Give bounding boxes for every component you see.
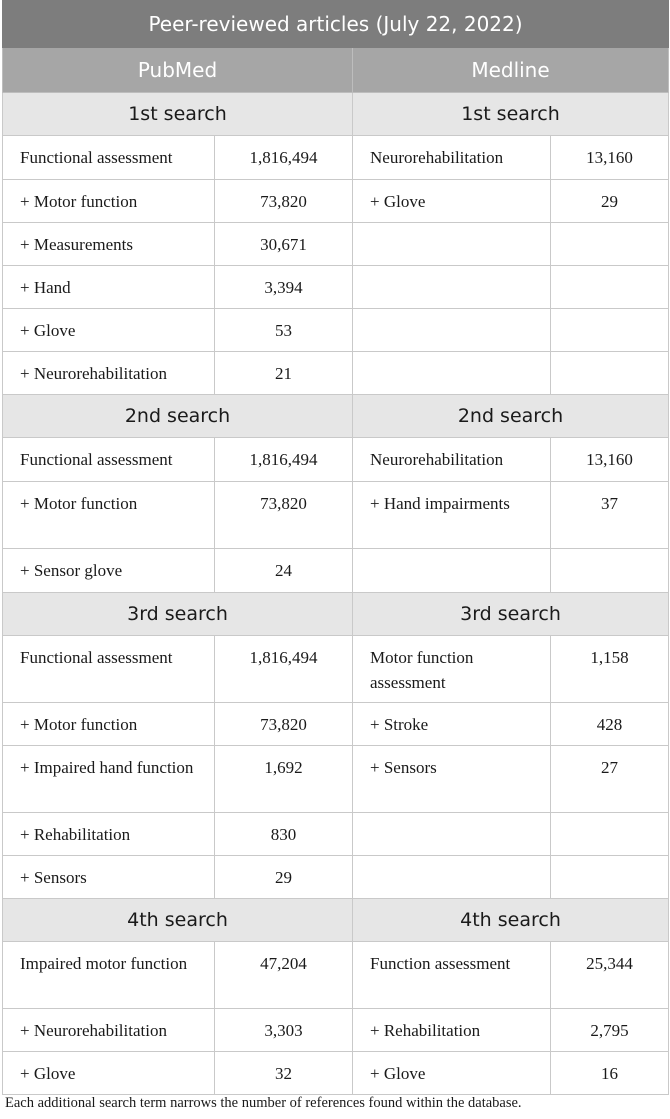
pubmed-count: 73,820 bbox=[215, 703, 353, 746]
medline-term: Function assessment bbox=[353, 942, 551, 1009]
table-row bbox=[3, 309, 669, 352]
pubmed-term: + Glove bbox=[3, 309, 215, 352]
medline-count: 37 bbox=[551, 482, 669, 549]
search-header-row bbox=[3, 593, 669, 636]
pubmed-count: 30,671 bbox=[215, 223, 353, 266]
search-header-row bbox=[3, 899, 669, 942]
medline-term: + Rehabilitation bbox=[353, 1009, 551, 1052]
search-header-row bbox=[3, 93, 669, 136]
pubmed-count: 32 bbox=[215, 1052, 353, 1095]
medline-term: + Sensors bbox=[353, 746, 551, 813]
pubmed-header: PubMed bbox=[3, 48, 353, 93]
medline-search-label: 1st search bbox=[353, 93, 669, 136]
pubmed-count: 73,820 bbox=[215, 482, 353, 549]
table-title: Peer-reviewed articles (July 22, 2022) bbox=[3, 1, 669, 48]
medline-term: + Stroke bbox=[353, 703, 551, 746]
table-row bbox=[3, 352, 669, 395]
medline-term bbox=[353, 856, 551, 899]
medline-search-label: 3rd search bbox=[353, 593, 669, 636]
pubmed-count: 1,816,494 bbox=[215, 438, 353, 482]
medline-term: Neurorehabilitation bbox=[353, 438, 551, 482]
table-row bbox=[3, 482, 669, 549]
database-header-row bbox=[3, 48, 669, 93]
pubmed-term: Functional assessment bbox=[3, 438, 215, 482]
medline-term: + Hand impairments bbox=[353, 482, 551, 549]
table-row bbox=[3, 549, 669, 593]
medline-count: 2,795 bbox=[551, 1009, 669, 1052]
table-row bbox=[3, 136, 669, 180]
medline-count bbox=[551, 549, 669, 593]
medline-count: 13,160 bbox=[551, 136, 669, 180]
pubmed-count: 73,820 bbox=[215, 180, 353, 223]
medline-term bbox=[353, 309, 551, 352]
pubmed-count: 1,816,494 bbox=[215, 636, 353, 703]
table-row bbox=[3, 1052, 669, 1095]
table-row bbox=[3, 746, 669, 813]
medline-term bbox=[353, 223, 551, 266]
medline-term bbox=[353, 813, 551, 856]
medline-term bbox=[353, 549, 551, 593]
pubmed-count: 53 bbox=[215, 309, 353, 352]
medline-term: Motor function assessment bbox=[353, 636, 551, 703]
pubmed-search-label: 4th search bbox=[3, 899, 353, 942]
medline-search-label: 2nd search bbox=[353, 395, 669, 438]
medline-count bbox=[551, 813, 669, 856]
medline-term bbox=[353, 352, 551, 395]
pubmed-term: + Sensor glove bbox=[3, 549, 215, 593]
medline-count bbox=[551, 856, 669, 899]
pubmed-count: 1,816,494 bbox=[215, 136, 353, 180]
medline-count bbox=[551, 266, 669, 309]
pubmed-term: + Impaired hand function bbox=[3, 746, 215, 813]
medline-search-label: 4th search bbox=[353, 899, 669, 942]
table-footnote: Each additional search term narrows the number of references found within the database. bbox=[5, 1095, 522, 1111]
search-header-row bbox=[3, 395, 669, 438]
pubmed-count: 29 bbox=[215, 856, 353, 899]
pubmed-term: + Neurorehabilitation bbox=[3, 1009, 215, 1052]
pubmed-term: Impaired motor function bbox=[3, 942, 215, 1009]
pubmed-count: 47,204 bbox=[215, 942, 353, 1009]
pubmed-count: 21 bbox=[215, 352, 353, 395]
pubmed-search-label: 1st search bbox=[3, 93, 353, 136]
table-row bbox=[3, 703, 669, 746]
medline-term: + Glove bbox=[353, 1052, 551, 1095]
pubmed-term: + Motor function bbox=[3, 703, 215, 746]
pubmed-count: 3,394 bbox=[215, 266, 353, 309]
table-body bbox=[3, 1, 669, 1095]
table-row bbox=[3, 813, 669, 856]
pubmed-term: + Sensors bbox=[3, 856, 215, 899]
medline-count bbox=[551, 352, 669, 395]
pubmed-count: 830 bbox=[215, 813, 353, 856]
pubmed-search-label: 2nd search bbox=[3, 395, 353, 438]
table-row bbox=[3, 856, 669, 899]
search-results-table bbox=[2, 0, 669, 1095]
pubmed-search-label: 3rd search bbox=[3, 593, 353, 636]
pubmed-term: Functional assessment bbox=[3, 136, 215, 180]
pubmed-term: + Hand bbox=[3, 266, 215, 309]
medline-header: Medline bbox=[353, 48, 669, 93]
table-row bbox=[3, 180, 669, 223]
table-row bbox=[3, 438, 669, 482]
pubmed-term: Functional assessment bbox=[3, 636, 215, 703]
medline-count: 27 bbox=[551, 746, 669, 813]
table-row bbox=[3, 266, 669, 309]
table-row bbox=[3, 1009, 669, 1052]
table-row bbox=[3, 636, 669, 703]
medline-count: 25,344 bbox=[551, 942, 669, 1009]
medline-count: 29 bbox=[551, 180, 669, 223]
pubmed-term: + Motor function bbox=[3, 482, 215, 549]
medline-term bbox=[353, 266, 551, 309]
medline-count: 16 bbox=[551, 1052, 669, 1095]
pubmed-term: + Measurements bbox=[3, 223, 215, 266]
medline-term: + Glove bbox=[353, 180, 551, 223]
pubmed-count: 1,692 bbox=[215, 746, 353, 813]
medline-count: 428 bbox=[551, 703, 669, 746]
table-row bbox=[3, 223, 669, 266]
pubmed-term: + Neurorehabilitation bbox=[3, 352, 215, 395]
pubmed-term: + Rehabilitation bbox=[3, 813, 215, 856]
medline-count: 13,160 bbox=[551, 438, 669, 482]
pubmed-term: + Motor function bbox=[3, 180, 215, 223]
medline-term: Neurorehabilitation bbox=[353, 136, 551, 180]
pubmed-count: 24 bbox=[215, 549, 353, 593]
pubmed-count: 3,303 bbox=[215, 1009, 353, 1052]
pubmed-term: + Glove bbox=[3, 1052, 215, 1095]
medline-count bbox=[551, 309, 669, 352]
medline-count bbox=[551, 223, 669, 266]
table-row bbox=[3, 942, 669, 1009]
medline-count: 1,158 bbox=[551, 636, 669, 703]
title-row bbox=[3, 1, 669, 48]
